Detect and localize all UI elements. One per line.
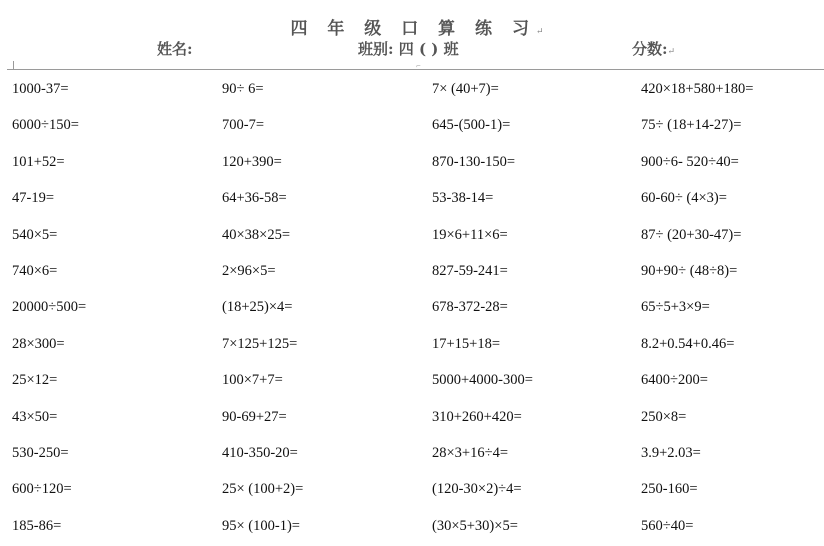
exercise-problem: 5000+4000-300=	[432, 372, 533, 389]
exercise-problem: 20000÷500=	[12, 299, 87, 316]
exercise-problem: 1000-37=	[12, 81, 69, 97]
exercise-problem: 19×6+11×6=	[432, 226, 508, 243]
exercise-row	[12, 72, 824, 108]
exercise-problem: 64+36-58=	[222, 190, 287, 207]
exercise-problem: 2×96×5=	[222, 262, 276, 279]
exercise-problem: 25×12=	[12, 372, 58, 389]
exercise-problem: 100×7+7=	[222, 372, 283, 389]
exercise-problem: 827-59-241=	[432, 262, 508, 279]
exercise-problem: 870-130-150=	[432, 153, 516, 170]
exercise-problem: (18+25)×4=	[222, 299, 293, 316]
paragraph-mark-icon: ↵	[667, 47, 676, 57]
exercise-problem: 47-19=	[12, 190, 55, 207]
exercise-row	[12, 290, 824, 326]
exercise-problem: 310+260+420=	[432, 408, 522, 425]
exercise-problem: 90÷ 6=	[222, 81, 264, 97]
exercise-problem: 678-372-28=	[432, 299, 508, 316]
anchor-mark-icon: ⌐	[416, 63, 422, 70]
title-text: 四 年 级 口 算 练 习	[290, 19, 536, 39]
exercise-problem: 7× (40+7)=	[432, 81, 499, 97]
exercise-row	[12, 145, 824, 181]
exercise-row	[12, 509, 824, 545]
exercise-problem: 95× (100-1)=	[222, 517, 300, 534]
exercise-problem: 3.9+2.03=	[641, 444, 701, 461]
exercise-problem: 6000÷150=	[12, 117, 79, 134]
page-title	[0, 14, 824, 39]
exercise-problem: 560÷40=	[641, 517, 694, 534]
exercise-problem: 120+390=	[222, 153, 282, 170]
exercise-row	[12, 254, 824, 290]
exercise-problem: 101+52=	[12, 153, 65, 170]
exercise-problem: 28×3+16÷4=	[432, 444, 508, 461]
exercise-problem: 90-69+27=	[222, 408, 287, 425]
exercise-problem: 645-(500-1)=	[432, 117, 511, 134]
exercise-problem: 17+15+18=	[432, 335, 501, 352]
exercise-row	[12, 181, 824, 217]
exercise-row	[12, 363, 824, 399]
exercise-problem: 600÷120=	[12, 481, 72, 498]
exercise-problem: 87÷ (20+30-47)=	[641, 226, 742, 243]
exercise-problem: 65÷5+3×9=	[641, 299, 710, 316]
exercise-row	[12, 472, 824, 508]
exercise-row	[12, 218, 824, 254]
exercise-problem: 6400÷200=	[641, 372, 708, 389]
score-label	[632, 38, 675, 59]
exercise-problem: 250×8=	[641, 408, 687, 425]
exercise-problem: 43×50=	[12, 408, 58, 425]
paragraph-mark-icon: ↵	[535, 27, 544, 37]
exercise-row	[12, 436, 824, 472]
exercise-problem: 700-7=	[222, 117, 265, 134]
exercise-problem: 540×5=	[12, 226, 58, 243]
exercise-problem: 530-250=	[12, 444, 69, 461]
exercise-row	[12, 327, 824, 363]
exercise-problem: 410-350-20=	[222, 444, 298, 461]
exercise-problem: 7×125+125=	[222, 335, 298, 352]
exercise-row	[12, 108, 824, 144]
exercise-problem: 28×300=	[12, 335, 65, 352]
exercise-grid	[12, 72, 824, 545]
exercise-problem: 40×38×25=	[222, 226, 291, 243]
exercise-problem: 25× (100+2)=	[222, 481, 304, 498]
exercise-problem: 740×6=	[12, 262, 58, 279]
score-label-text: 分数:	[632, 40, 668, 58]
header-fields	[0, 38, 824, 58]
name-label: 姓名:	[157, 40, 193, 58]
exercise-problem: 420×18+580+180=	[641, 81, 754, 97]
exercise-problem: (30×5+30)×5=	[432, 517, 518, 534]
exercise-problem: 60-60÷ (4×3)=	[641, 190, 727, 207]
exercise-problem: 53-38-14=	[432, 190, 494, 207]
exercise-row	[12, 400, 824, 436]
exercise-problem: 250-160=	[641, 481, 698, 498]
exercise-problem: (120-30×2)÷4=	[432, 481, 522, 498]
class-label: 班别: 四 ( ) 班	[358, 40, 459, 58]
exercise-problem: 185-86=	[12, 517, 62, 534]
exercise-problem: 75÷ (18+14-27)=	[641, 117, 742, 134]
exercise-problem: 8.2+0.54+0.46=	[641, 335, 735, 352]
exercise-problem: 900÷6- 520÷40=	[641, 153, 739, 170]
exercise-problem: 90+90÷ (48÷8)=	[641, 262, 738, 279]
